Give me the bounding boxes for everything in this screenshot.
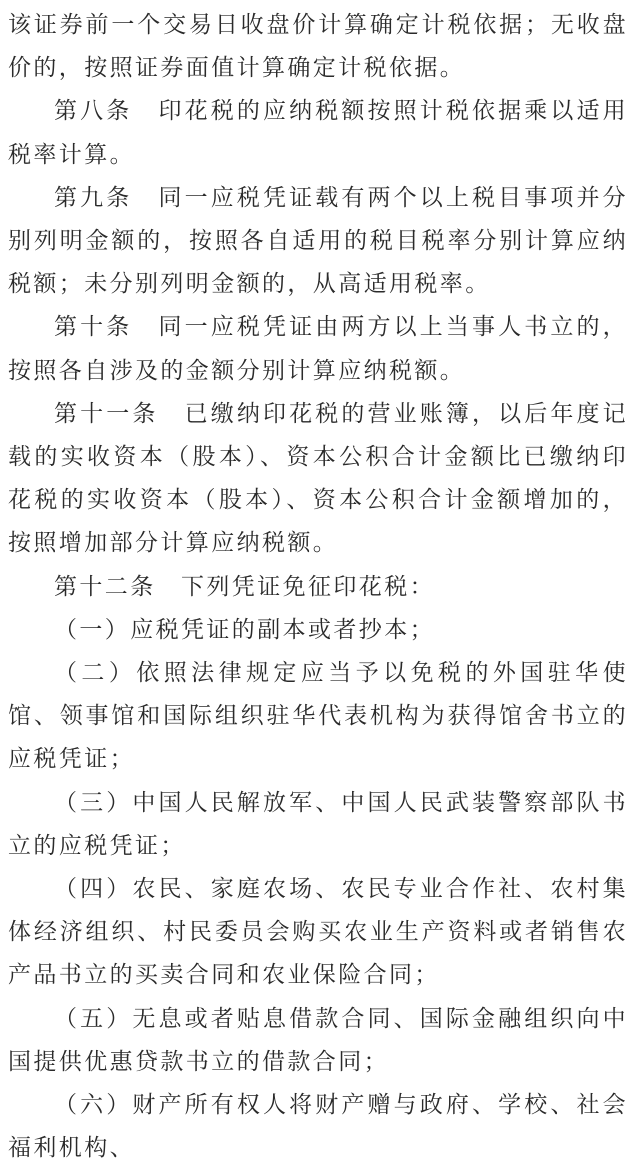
article-10: 第十条 同一应税凭证由两方以上当事人书立的，按照各自涉及的金额分别计算应纳税额。 (8, 314, 628, 384)
article-12-item-6: （六）财产所有权人将财产赠与政府、学校、社会福利机构、 (8, 1092, 628, 1162)
article-12-item-1: （一）应税凭证的副本或者抄本； (54, 616, 435, 643)
article-9: 第九条 同一应税凭证载有两个以上税目事项并分别列明金额的，按照各自适用的税目税率分别计算应纳税额；未分别列明金额的，从高适用税率。 (8, 184, 628, 298)
article-11: 第十一条 已缴纳印花税的营业账簿，以后年度记载的实收资本（股本）、资本公积合计金额比已缴纳印花税的实收资本（股本）、资本公积合计金额增加的，按照增加部分计算应纳税额。 (8, 400, 628, 557)
article-12-item-3: （三）中国人民解放军、中国人民武装警察部队书立的应税凭证； (8, 789, 628, 859)
paragraph-continuation: 该证券前一个交易日收盘价计算确定计税依据；无收盘价的，按照证券面值计算确定计税依据。 (8, 12, 628, 82)
article-12-item-4: （四）农民、家庭农场、农民专业合作社、农村集体经济组织、村民委员会购买农业生产资料或者销售农产品书立的买卖合同和农业保险合同； (8, 876, 628, 989)
article-12: 第十二条 下列凭证免征印花税： (54, 573, 435, 600)
article-12-item-5: （五）无息或者贴息借款合同、国际金融组织向中国提供优惠贷款书立的借款合同； (8, 1005, 628, 1075)
article-8: 第八条 印花税的应纳税额按照计税依据乘以适用税率计算。 (8, 98, 628, 168)
article-12-item-2: （二）依照法律规定应当予以免税的外国驻华使馆、领事馆和国际组织驻华代表机构为获得馆舍书立的应税凭证； (8, 660, 628, 773)
